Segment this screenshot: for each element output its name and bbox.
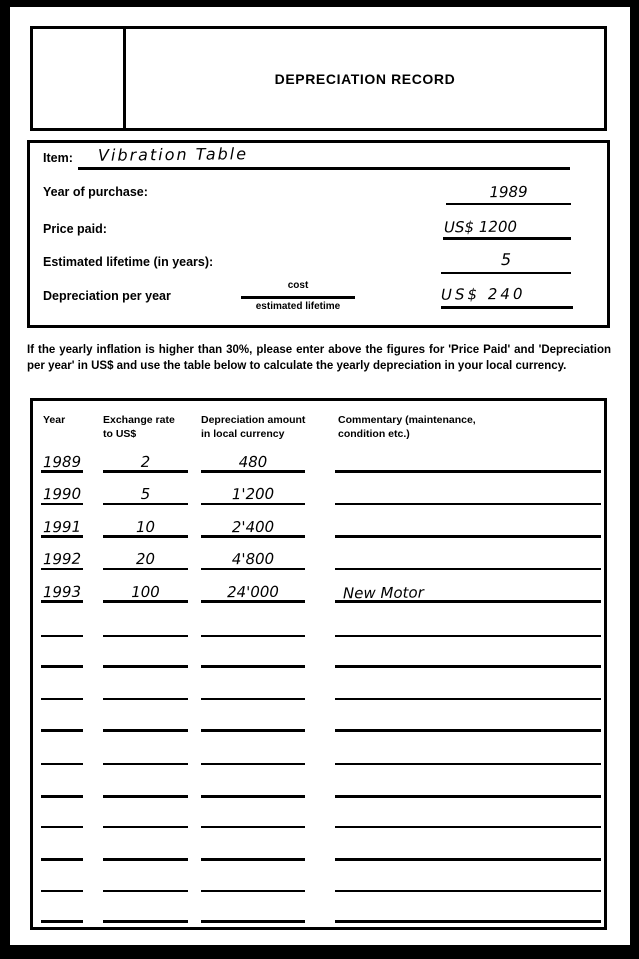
rate-blank-line — [103, 890, 188, 892]
depreciation-per-year-line — [441, 306, 573, 309]
inflation-instruction: If the yearly inflation is higher than 30%, please enter above the figures for 'Price Paid' and 'Depreciation per year' in US$ and use the table below to calculate the yearly depreciation in your local currency. — [27, 344, 611, 372]
rate-blank-line — [103, 858, 188, 861]
year-blank-line — [41, 763, 83, 765]
commentary-blank-line — [335, 665, 601, 668]
exchange-rate-cell: 20 — [135, 549, 156, 569]
year-cell: 1989 — [42, 452, 82, 472]
year-blank-line — [41, 635, 83, 637]
commentary-blank-line — [335, 470, 601, 473]
table-row — [33, 739, 604, 765]
commentary-blank-line — [335, 920, 601, 923]
amount-blank-line — [201, 826, 305, 828]
table-row — [33, 674, 604, 700]
table-row — [33, 835, 604, 861]
year-blank-line — [41, 503, 83, 505]
year-of-purchase-value: 1989 — [489, 182, 528, 202]
price-paid-value: US$ 1200 — [443, 217, 518, 237]
table-row — [33, 447, 604, 473]
depreciation-amount-cell: 4'800 — [231, 549, 275, 569]
commentary-cell: New Motor — [342, 583, 424, 603]
year-blank-line — [41, 665, 83, 668]
column-header-depreciation-amount: Depreciation amount in local currency — [201, 414, 306, 440]
commentary-blank-line — [335, 826, 601, 828]
exchange-rate-cell: 5 — [140, 484, 151, 504]
table-row — [33, 802, 604, 828]
year-cell: 1993 — [42, 582, 82, 602]
year-blank-line — [41, 920, 83, 923]
commentary-blank-line — [335, 858, 601, 861]
exchange-rate-cell: 10 — [135, 517, 156, 537]
year-blank-line — [41, 890, 83, 892]
price-paid-line — [443, 237, 571, 240]
table-row — [33, 772, 604, 798]
table-row — [33, 642, 604, 668]
formula-numerator: cost — [287, 280, 309, 291]
amount-blank-line — [201, 763, 305, 765]
amount-blank-line — [201, 858, 305, 861]
exchange-rate-cell: 2 — [140, 452, 151, 472]
rate-blank-line — [103, 795, 188, 798]
amount-blank-line — [201, 795, 305, 798]
rate-blank-line — [103, 729, 188, 732]
depreciation-amount-cell: 1'200 — [231, 484, 275, 504]
amount-blank-line — [201, 729, 305, 732]
rate-blank-line — [103, 698, 188, 700]
table-row — [33, 897, 604, 923]
depreciation-amount-cell: 480 — [238, 452, 268, 472]
year-blank-line — [41, 698, 83, 700]
table-row — [33, 577, 604, 603]
commentary-blank-line — [335, 635, 601, 637]
depreciation-amount-cell: 2'400 — [231, 517, 275, 537]
rate-blank-line — [103, 635, 188, 637]
column-header-year: Year — [43, 414, 66, 426]
rate-blank-line — [103, 920, 188, 923]
year-blank-line — [41, 826, 83, 828]
form-title: DEPRECIATION RECORD — [274, 70, 456, 87]
depreciation-amount-cell: 24'000 — [226, 582, 280, 602]
column-header-exchange-rate: Exchange rate to US$ — [103, 414, 175, 440]
amount-blank-line — [201, 920, 305, 923]
item-line — [78, 167, 570, 170]
commentary-blank-line — [335, 890, 601, 892]
depreciation-table — [30, 398, 607, 930]
table-row — [33, 512, 604, 538]
column-header-commentary: Commentary (maintenance, condition etc.) — [338, 414, 476, 440]
year-cell: 1990 — [42, 484, 82, 504]
exchange-rate-cell: 100 — [131, 582, 160, 602]
commentary-blank-line — [335, 729, 601, 732]
amount-blank-line — [201, 665, 305, 668]
year-blank-line — [41, 858, 83, 861]
amount-blank-line — [201, 635, 305, 637]
commentary-blank-line — [335, 535, 601, 538]
table-row — [33, 544, 604, 570]
year-cell: 1992 — [42, 549, 82, 569]
table-row — [33, 611, 604, 637]
estimated-lifetime-line — [441, 272, 571, 274]
depreciation-per-year-label: Depreciation per year — [43, 289, 171, 303]
year-of-purchase-line — [446, 203, 571, 205]
year-cell: 1991 — [42, 517, 82, 537]
year-blank-line — [41, 568, 83, 570]
commentary-blank-line — [335, 568, 601, 570]
table-row — [33, 706, 604, 732]
amount-blank-line — [201, 890, 305, 892]
commentary-blank-line — [335, 698, 601, 700]
commentary-blank-line — [335, 795, 601, 798]
year-blank-line — [41, 729, 83, 732]
estimated-lifetime-value: 5 — [500, 249, 512, 270]
amount-blank-line — [201, 698, 305, 700]
rate-blank-line — [103, 763, 188, 765]
table-row — [33, 479, 604, 505]
estimated-lifetime-label: Estimated lifetime (in years): — [43, 255, 214, 269]
price-paid-label: Price paid: — [43, 222, 107, 236]
depreciation-per-year-value: US$ 240 — [440, 284, 526, 304]
formula-denominator: estimated lifetime — [255, 301, 341, 312]
rate-blank-line — [103, 826, 188, 828]
item-label: Item: — [43, 151, 73, 165]
commentary-blank-line — [335, 503, 601, 505]
item-value: Vibration Table — [97, 144, 249, 165]
item-details-box — [27, 140, 610, 328]
header-box — [30, 26, 607, 131]
rate-blank-line — [103, 665, 188, 668]
year-of-purchase-label: Year of purchase: — [43, 185, 148, 199]
fraction-bar — [241, 296, 355, 299]
commentary-blank-line — [335, 763, 601, 765]
year-blank-line — [41, 795, 83, 798]
table-row — [33, 866, 604, 892]
